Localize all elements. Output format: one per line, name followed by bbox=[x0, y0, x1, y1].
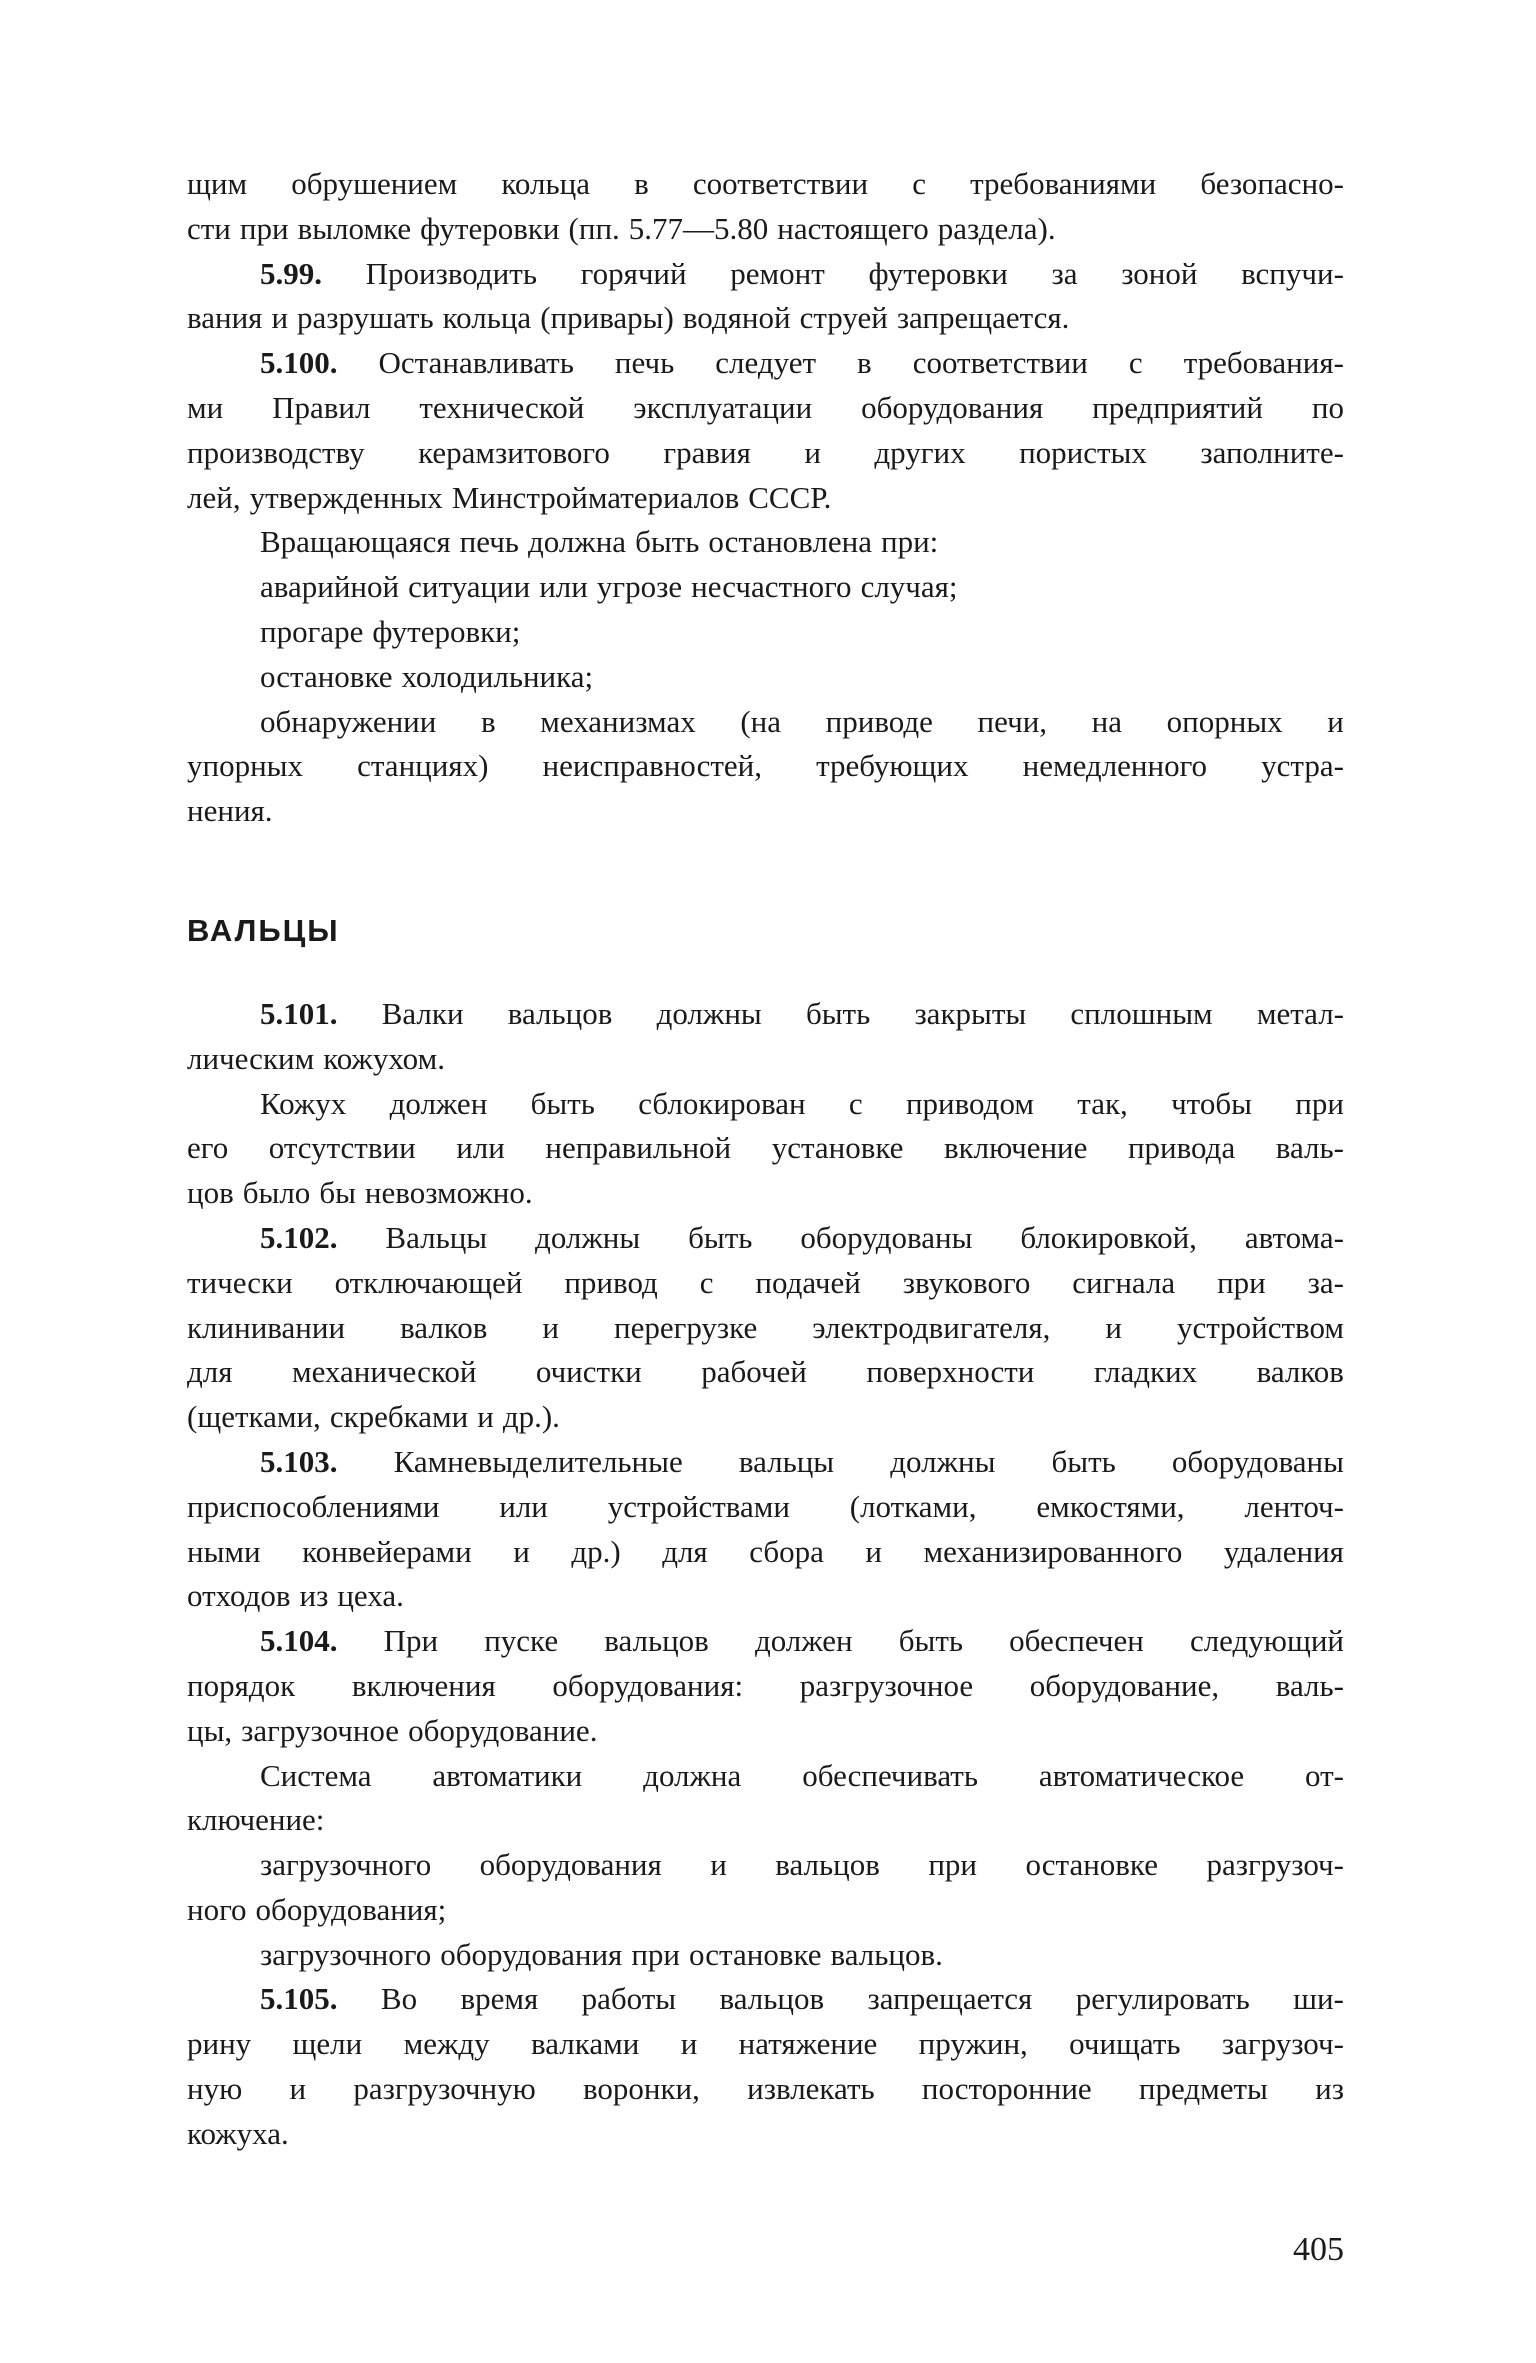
word: оборудованы bbox=[1171, 1443, 1344, 1479]
word: соответствии bbox=[692, 166, 869, 201]
word: должна bbox=[527, 524, 627, 560]
word: следует bbox=[715, 345, 816, 381]
word: Кожух bbox=[260, 1085, 347, 1121]
word: чтобы bbox=[1171, 1085, 1252, 1121]
text-line bbox=[187, 1619, 1344, 1664]
word: вспучи- bbox=[1241, 255, 1344, 291]
word: обеспечивать bbox=[802, 1757, 978, 1793]
text-column bbox=[187, 162, 1344, 2157]
word: вальцов. bbox=[830, 1936, 943, 1972]
word: блокировкой, bbox=[1020, 1219, 1197, 1255]
word: ленточ- bbox=[1244, 1488, 1344, 1524]
word: Минстройматериалов bbox=[451, 479, 740, 515]
word: остановке bbox=[260, 658, 393, 694]
text-line bbox=[187, 2022, 1344, 2067]
text-line bbox=[187, 2112, 1344, 2157]
word: должен bbox=[754, 1623, 853, 1659]
word: должен bbox=[389, 1085, 488, 1121]
text-block-top bbox=[187, 162, 1344, 834]
word: СССР. bbox=[748, 479, 832, 515]
word: разгрузочную bbox=[353, 2071, 536, 2107]
text-line bbox=[187, 655, 1344, 700]
section-heading: ВАЛЬЦЫ bbox=[187, 912, 340, 948]
word: из bbox=[299, 1578, 329, 1614]
word: рину bbox=[187, 2026, 252, 2062]
word: регулировать bbox=[1075, 1981, 1250, 2017]
word: оборудованы bbox=[800, 1219, 973, 1255]
text-line bbox=[187, 1709, 1344, 1754]
text-line bbox=[187, 1261, 1344, 1306]
word: и bbox=[271, 300, 289, 336]
word: при bbox=[1295, 1085, 1344, 1121]
word: и bbox=[1327, 703, 1344, 739]
word: включение bbox=[943, 1130, 1088, 1166]
word: вальцы bbox=[738, 1443, 835, 1479]
word: других bbox=[874, 434, 966, 470]
word: оборудования bbox=[861, 389, 1044, 425]
word: с bbox=[848, 1085, 863, 1121]
word: (щетками, bbox=[187, 1399, 321, 1435]
word: вальцов bbox=[775, 1847, 880, 1883]
word: привода bbox=[1127, 1130, 1236, 1166]
word: при bbox=[631, 1936, 681, 1972]
word: и bbox=[289, 2071, 307, 2107]
word: ключение: bbox=[187, 1802, 325, 1838]
word: безопасно- bbox=[1200, 166, 1344, 201]
word: лей, bbox=[187, 479, 241, 515]
text-line bbox=[187, 1933, 1344, 1978]
word: из bbox=[1315, 2071, 1344, 2107]
word: рабочей bbox=[701, 1354, 807, 1390]
word: кожуха. bbox=[187, 2115, 289, 2151]
word: при: bbox=[880, 524, 939, 560]
word: остановлена bbox=[708, 524, 872, 560]
word: или bbox=[499, 1488, 548, 1524]
word: быть bbox=[898, 1623, 964, 1659]
word: с bbox=[699, 1264, 714, 1300]
text-line bbox=[187, 1530, 1344, 1575]
text-line bbox=[187, 610, 1344, 655]
word: ми bbox=[187, 389, 224, 425]
word: механизмах bbox=[540, 703, 696, 739]
word: разгрузочное bbox=[799, 1667, 974, 1703]
word: устройствами bbox=[607, 1488, 790, 1524]
word: неправильной bbox=[545, 1130, 732, 1166]
word: нения. bbox=[187, 793, 273, 829]
word: или bbox=[539, 569, 588, 605]
word: остановке bbox=[689, 1936, 822, 1972]
word: выломке bbox=[297, 210, 412, 246]
word: цы, bbox=[187, 1712, 233, 1748]
text-line bbox=[187, 1216, 1344, 1261]
word: поверхности bbox=[866, 1354, 1035, 1390]
word: быть bbox=[688, 1219, 753, 1255]
word: и bbox=[1105, 1309, 1122, 1345]
word: приспособлениями bbox=[187, 1488, 440, 1524]
word: между bbox=[403, 2026, 490, 2062]
text-line bbox=[187, 992, 1344, 1037]
word: станциях) bbox=[357, 748, 489, 784]
text-line bbox=[187, 1037, 1344, 1082]
word: приводом bbox=[905, 1085, 1034, 1121]
word: валь- bbox=[1275, 1667, 1344, 1703]
word: отсутствии bbox=[268, 1130, 416, 1166]
section-gap bbox=[187, 834, 1344, 904]
text-line bbox=[187, 1888, 1344, 1933]
text-line bbox=[187, 1798, 1344, 1843]
text-line bbox=[187, 744, 1344, 789]
word: гладких bbox=[1093, 1354, 1198, 1390]
word: Производить bbox=[365, 255, 537, 291]
word: лическим bbox=[187, 1040, 315, 1076]
word: остановке bbox=[1025, 1847, 1158, 1883]
word: вальцов bbox=[719, 1981, 825, 2017]
word: быть bbox=[635, 524, 700, 560]
text-line bbox=[187, 1664, 1344, 1709]
word: кольца bbox=[442, 300, 532, 336]
word: электродвигателя, bbox=[812, 1309, 1051, 1345]
text-line bbox=[187, 1082, 1344, 1127]
word: подачей bbox=[755, 1264, 861, 1300]
word: так, bbox=[1077, 1085, 1128, 1121]
word: пуске bbox=[484, 1623, 559, 1659]
word: оборудование, bbox=[1029, 1667, 1220, 1703]
word: емкостями, bbox=[1036, 1488, 1185, 1524]
word: гравия bbox=[663, 434, 751, 470]
word: кольца bbox=[501, 166, 590, 201]
word: удаления bbox=[1223, 1533, 1344, 1569]
word: невозможно. bbox=[364, 1175, 533, 1211]
word: сти bbox=[187, 210, 231, 246]
word: ного bbox=[187, 1891, 247, 1927]
word: ши- bbox=[1293, 1981, 1344, 2017]
word: от- bbox=[1305, 1757, 1344, 1793]
page-number: 405 bbox=[1293, 2231, 1344, 2268]
word: или bbox=[456, 1130, 505, 1166]
word: Система bbox=[260, 1757, 372, 1793]
word: 5.77—5.80 bbox=[628, 210, 769, 246]
word: очищать bbox=[1069, 2026, 1181, 2062]
word: приводе bbox=[825, 703, 933, 739]
word: требующих bbox=[816, 748, 969, 784]
word: автома- bbox=[1244, 1219, 1344, 1255]
word: оборудование. bbox=[408, 1712, 598, 1748]
word: работы bbox=[581, 1981, 677, 2017]
word: следующий bbox=[1189, 1623, 1344, 1659]
word: клинивании bbox=[187, 1309, 346, 1345]
word: порядок bbox=[187, 1667, 296, 1703]
word: керамзитового bbox=[418, 434, 610, 470]
text-line bbox=[187, 1843, 1344, 1888]
text-line bbox=[187, 476, 1344, 521]
word: должна bbox=[643, 1757, 742, 1793]
text-line bbox=[187, 1440, 1344, 1485]
word: Вращающаяся bbox=[260, 524, 451, 560]
word: технической bbox=[419, 389, 585, 425]
word: щели bbox=[292, 2026, 363, 2062]
word: вальцов bbox=[507, 995, 613, 1031]
word: эксплуатации bbox=[633, 389, 813, 425]
word: ситуации bbox=[408, 569, 531, 605]
word: звукового bbox=[902, 1264, 1031, 1300]
text-block-bottom bbox=[187, 992, 1344, 2157]
word: щим bbox=[187, 166, 248, 201]
text-line bbox=[187, 1350, 1344, 1395]
text-line bbox=[187, 162, 1344, 207]
word: должны bbox=[656, 995, 762, 1031]
word: прогаре bbox=[260, 613, 364, 649]
word: и bbox=[513, 1533, 530, 1569]
word: обрушением bbox=[291, 166, 458, 201]
word: требованиями bbox=[970, 166, 1157, 201]
word: извлекать bbox=[747, 2071, 875, 2107]
word: 5.104. bbox=[260, 1623, 338, 1659]
word: струей bbox=[799, 300, 888, 336]
word: валками bbox=[531, 2026, 640, 2062]
word: закрыты bbox=[914, 995, 1027, 1031]
word: в bbox=[857, 345, 872, 381]
word: включения bbox=[351, 1667, 496, 1703]
word: ными bbox=[187, 1533, 261, 1569]
word: его bbox=[187, 1130, 229, 1166]
text-line bbox=[187, 296, 1344, 341]
text-line bbox=[187, 1171, 1344, 1216]
word: Валки bbox=[381, 995, 464, 1031]
word: сблокирован bbox=[638, 1085, 806, 1121]
word: и bbox=[542, 1309, 560, 1345]
word: воронки, bbox=[582, 2071, 700, 2107]
word: устра- bbox=[1261, 748, 1344, 784]
word: Правил bbox=[272, 389, 371, 425]
word: механической bbox=[291, 1354, 477, 1390]
text-line bbox=[187, 341, 1344, 386]
word: разрушать bbox=[297, 300, 434, 336]
word: при bbox=[239, 210, 289, 246]
word: При bbox=[383, 1623, 439, 1659]
word: установке bbox=[771, 1130, 904, 1166]
text-line bbox=[187, 565, 1344, 610]
word: очистки bbox=[535, 1354, 642, 1390]
text-line bbox=[187, 1306, 1344, 1351]
word: цеха. bbox=[337, 1578, 404, 1614]
word: печь bbox=[459, 524, 519, 560]
word: печь bbox=[614, 345, 675, 381]
word: валь- bbox=[1275, 1130, 1344, 1166]
word: и bbox=[804, 434, 821, 470]
word: тически bbox=[187, 1264, 293, 1300]
word: опорных bbox=[1166, 703, 1283, 739]
word: загрузочного bbox=[260, 1847, 432, 1883]
word: (пп. bbox=[568, 210, 620, 246]
word: заполните- bbox=[1200, 434, 1344, 470]
word: и bbox=[680, 2026, 698, 2062]
word: (на bbox=[740, 703, 782, 739]
word: Во bbox=[380, 1981, 418, 2017]
word: (привары) bbox=[540, 300, 674, 336]
word: быть bbox=[1051, 1443, 1116, 1479]
word: оборудования: bbox=[552, 1667, 744, 1703]
heading-gap bbox=[187, 958, 1344, 992]
word: загрузочного bbox=[260, 1936, 432, 1972]
word: 5.103. bbox=[260, 1443, 338, 1479]
text-line bbox=[187, 1754, 1344, 1799]
word: в bbox=[634, 166, 649, 201]
word: сбора bbox=[749, 1533, 824, 1569]
text-line bbox=[187, 252, 1344, 297]
word: валков bbox=[400, 1309, 488, 1345]
word: отходов bbox=[187, 1578, 291, 1614]
word: упорных bbox=[187, 748, 304, 784]
word: оборудования; bbox=[255, 1891, 447, 1927]
word: Останавливать bbox=[378, 345, 574, 381]
word: оборудования bbox=[440, 1936, 623, 1972]
word: предприятий bbox=[1092, 389, 1263, 425]
word: натяжение bbox=[738, 2026, 878, 2062]
word: автоматическое bbox=[1038, 1757, 1245, 1793]
word: на bbox=[1091, 703, 1123, 739]
word: производству bbox=[187, 434, 365, 470]
text-line bbox=[187, 1485, 1344, 1530]
word: привод bbox=[564, 1264, 658, 1300]
word: раздела). bbox=[937, 210, 1056, 246]
word: механизированного bbox=[923, 1533, 1183, 1569]
word: должны bbox=[535, 1219, 641, 1255]
word: загрузочное bbox=[241, 1712, 400, 1748]
word: (лотками, bbox=[849, 1488, 977, 1524]
word: сигнала bbox=[1072, 1264, 1176, 1300]
word: по bbox=[1311, 389, 1344, 425]
word: перегрузке bbox=[614, 1309, 758, 1345]
word: холодильника; bbox=[401, 658, 594, 694]
word: требования- bbox=[1183, 345, 1344, 381]
word: запрещается bbox=[867, 1981, 1033, 2017]
word: футеровки; bbox=[372, 613, 521, 649]
word: для bbox=[662, 1533, 708, 1569]
word: с bbox=[1128, 345, 1143, 381]
word: валков bbox=[1256, 1354, 1344, 1390]
word: водяной bbox=[682, 300, 791, 336]
word: за- bbox=[1307, 1264, 1344, 1300]
word: бы bbox=[319, 1175, 356, 1211]
word: метал- bbox=[1256, 995, 1344, 1031]
word: несчастного bbox=[691, 569, 852, 605]
word: скребками bbox=[329, 1399, 469, 1435]
word: обнаружении bbox=[260, 703, 437, 739]
word: кожухом. bbox=[323, 1040, 445, 1076]
word: случая; bbox=[860, 569, 958, 605]
word: конвейерами bbox=[302, 1533, 472, 1569]
word: аварийной bbox=[260, 569, 400, 605]
word: неисправностей, bbox=[542, 748, 762, 784]
word: предметы bbox=[1138, 2071, 1268, 2107]
word: ную bbox=[187, 2071, 243, 2107]
word: загрузоч- bbox=[1221, 2026, 1344, 2062]
word: сплошным bbox=[1070, 995, 1213, 1031]
text-line bbox=[187, 789, 1344, 834]
word: футеровки bbox=[868, 255, 1008, 291]
word: др.) bbox=[571, 1533, 621, 1569]
word: и bbox=[710, 1847, 727, 1883]
text-line bbox=[187, 1395, 1344, 1440]
word: 5.102. bbox=[260, 1219, 338, 1255]
word: цов bbox=[187, 1175, 234, 1211]
word: 5.101. bbox=[260, 995, 338, 1031]
word: зоной bbox=[1121, 255, 1198, 291]
word: быть bbox=[530, 1085, 595, 1121]
word: время bbox=[460, 1981, 539, 2017]
text-line bbox=[187, 1574, 1344, 1619]
text-line bbox=[187, 1977, 1344, 2022]
word: разгрузоч- bbox=[1206, 1847, 1344, 1883]
word: при bbox=[1217, 1264, 1266, 1300]
word: с bbox=[912, 166, 926, 201]
word: 5.105. bbox=[260, 1981, 338, 2017]
word: настоящего bbox=[777, 210, 929, 246]
word: футеровки bbox=[420, 210, 560, 246]
word: утвержденных bbox=[249, 479, 443, 515]
word: пористых bbox=[1019, 434, 1147, 470]
word: за bbox=[1051, 255, 1078, 291]
word: отключающей bbox=[334, 1264, 523, 1300]
word: ремонт bbox=[730, 255, 825, 291]
word: 5.100. bbox=[260, 345, 338, 381]
word: запрещается. bbox=[896, 300, 1070, 336]
word: угрозе bbox=[596, 569, 683, 605]
word: горячий bbox=[580, 255, 687, 291]
word: оборудования bbox=[479, 1847, 662, 1883]
word: пружин, bbox=[918, 2026, 1028, 2062]
word: 5.99. bbox=[260, 255, 322, 291]
word: вания bbox=[187, 300, 263, 336]
word: вальцов bbox=[604, 1623, 709, 1659]
text-line bbox=[187, 207, 1344, 252]
word: при bbox=[928, 1847, 978, 1883]
word: устройством bbox=[1176, 1309, 1344, 1345]
text-line bbox=[187, 2067, 1344, 2112]
word: быть bbox=[805, 995, 871, 1031]
word: и bbox=[865, 1533, 882, 1569]
word: для bbox=[187, 1354, 233, 1390]
text-line bbox=[187, 520, 1344, 565]
word: было bbox=[242, 1175, 311, 1211]
text-line bbox=[187, 431, 1344, 476]
word: немедленного bbox=[1022, 748, 1208, 784]
word: Камневыделительные bbox=[393, 1443, 683, 1479]
word: соответствии bbox=[912, 345, 1088, 381]
text-line bbox=[187, 1126, 1344, 1171]
word: должны bbox=[890, 1443, 996, 1479]
word: др.). bbox=[502, 1399, 560, 1435]
word: Вальцы bbox=[385, 1219, 488, 1255]
text-line bbox=[187, 386, 1344, 431]
word: в bbox=[480, 703, 496, 739]
text-line bbox=[187, 700, 1344, 745]
word: печи, bbox=[977, 703, 1048, 739]
word: автоматики bbox=[432, 1757, 583, 1793]
word: посторонние bbox=[921, 2071, 1092, 2107]
word: обеспечен bbox=[1009, 1623, 1144, 1659]
word: и bbox=[477, 1399, 494, 1435]
